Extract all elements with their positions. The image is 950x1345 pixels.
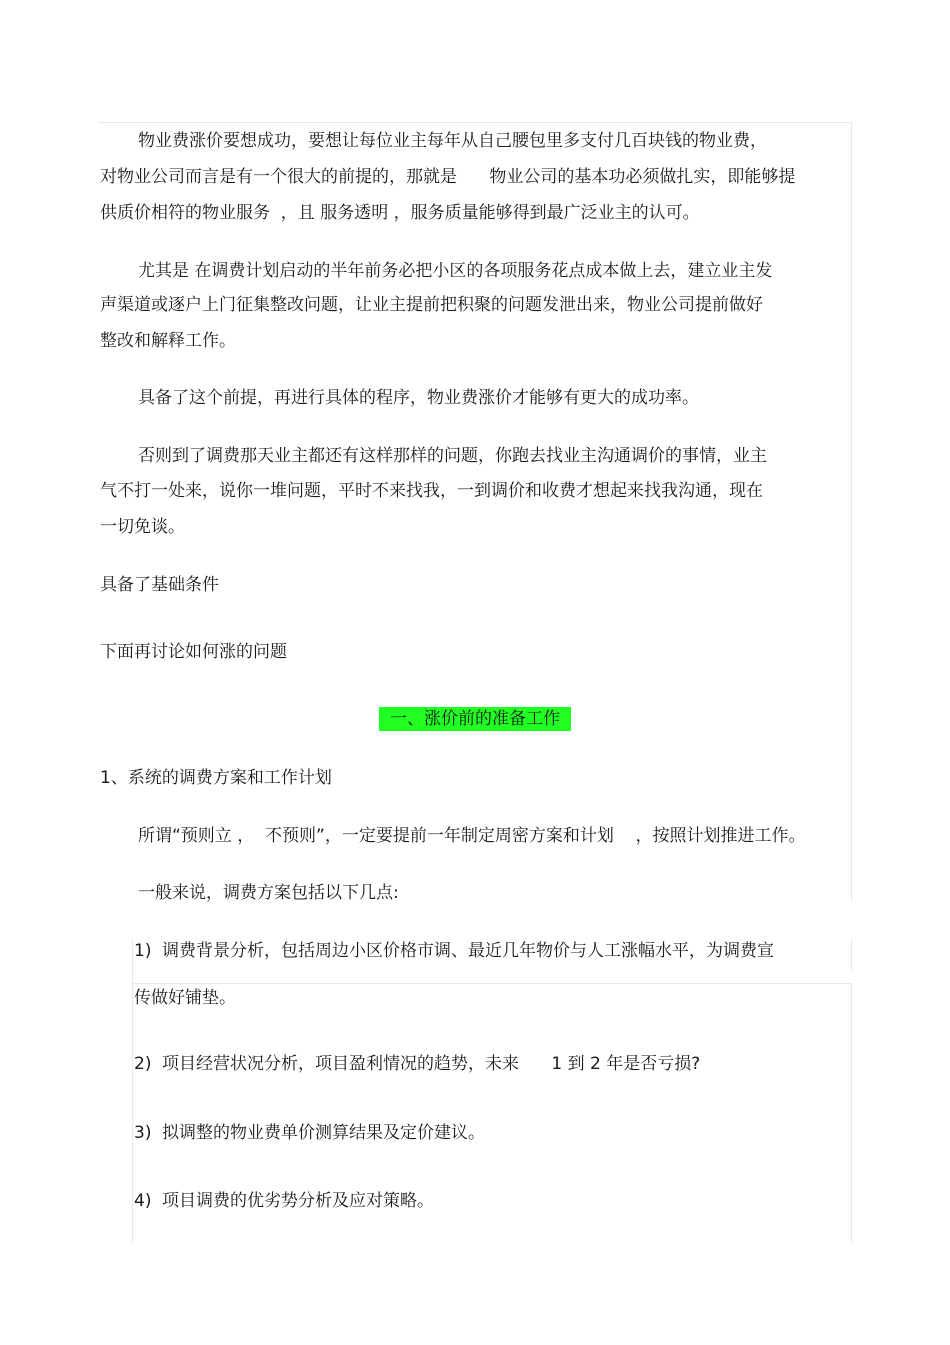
list-item-number: 2) (134, 1054, 152, 1074)
paragraph-line: 下面再讨论如何涨的问题 (100, 642, 287, 662)
paragraph-line: 一切免谈。 (100, 517, 185, 537)
paragraph-line: 气不打一处来，说你一堆问题，平时不来找我，一到调价和收费才想起来找我沟通，现在 (100, 481, 763, 501)
list-item-text: 项目经营状况分析，项目盈利情况的趋势，未来 1 到 2 年是否亏损? (162, 1054, 701, 1074)
paragraph-line: 所谓“预则立 ， 不预则”，一定要提前一年制定周密方案和计划 ，按照计划推进工作。 (138, 826, 806, 846)
list-item-continuation: 传做好铺垫。 (134, 988, 236, 1008)
paragraph-line: 一般来说，调费方案包括以下几点: (138, 883, 399, 903)
paragraph-line: 整改和解释工作。 (100, 331, 236, 351)
section-heading: 一、涨价前的准备工作 (379, 707, 571, 731)
list-item-number: 1) (134, 941, 152, 961)
list-item-text: 拟调整的物业费单价测算结果及定价建议。 (162, 1123, 485, 1143)
frame-border (98, 122, 852, 123)
frame-border (851, 938, 852, 971)
paragraph-line: 对物业公司而言是有一个很大的前提的，那就是 物业公司的基本功必须做扎实，即能够提 (100, 167, 796, 187)
paragraph-line: 具备了基础条件 (100, 575, 219, 595)
frame-border (132, 983, 852, 984)
subheading: 1、系统的调费方案和工作计划 (100, 768, 332, 788)
paragraph-line: 供质价相符的物业服务 ，且 服务透明 ，服务质量能够得到最广泛业主的认可。 (100, 203, 700, 223)
list-item-text: 调费背景分析，包括周边小区价格市调、最近几年物价与人工涨幅水平，为调费宣 (162, 941, 774, 961)
paragraph-line: 具备了这个前提，再进行具体的程序，物业费涨价才能够有更大的成功率。 (138, 388, 699, 408)
paragraph-line: 声渠道或逐户上门征集整改问题，让业主提前把积聚的问题发泄出来，物业公司提前做好 (100, 295, 763, 315)
frame-border (851, 983, 852, 1243)
frame-border (851, 122, 852, 902)
list-item-number: 4) (134, 1191, 152, 1211)
paragraph-line: 否则到了调费那天业主都还有这样那样的问题，你跑去找业主沟通调价的事情，业主 (138, 446, 767, 466)
list-item-number: 3) (134, 1123, 152, 1143)
list-item-text: 项目调费的优劣势分析及应对策略。 (162, 1191, 434, 1211)
paragraph-line: 物业费涨价要想成功，要想让每位业主每年从自己腰包里多支付几百块钱的物业费， (138, 131, 767, 151)
paragraph-line: 尤其是 在调费计划启动的半年前务必把小区的各项服务花点成本做上去，建立业主发 (138, 261, 773, 281)
